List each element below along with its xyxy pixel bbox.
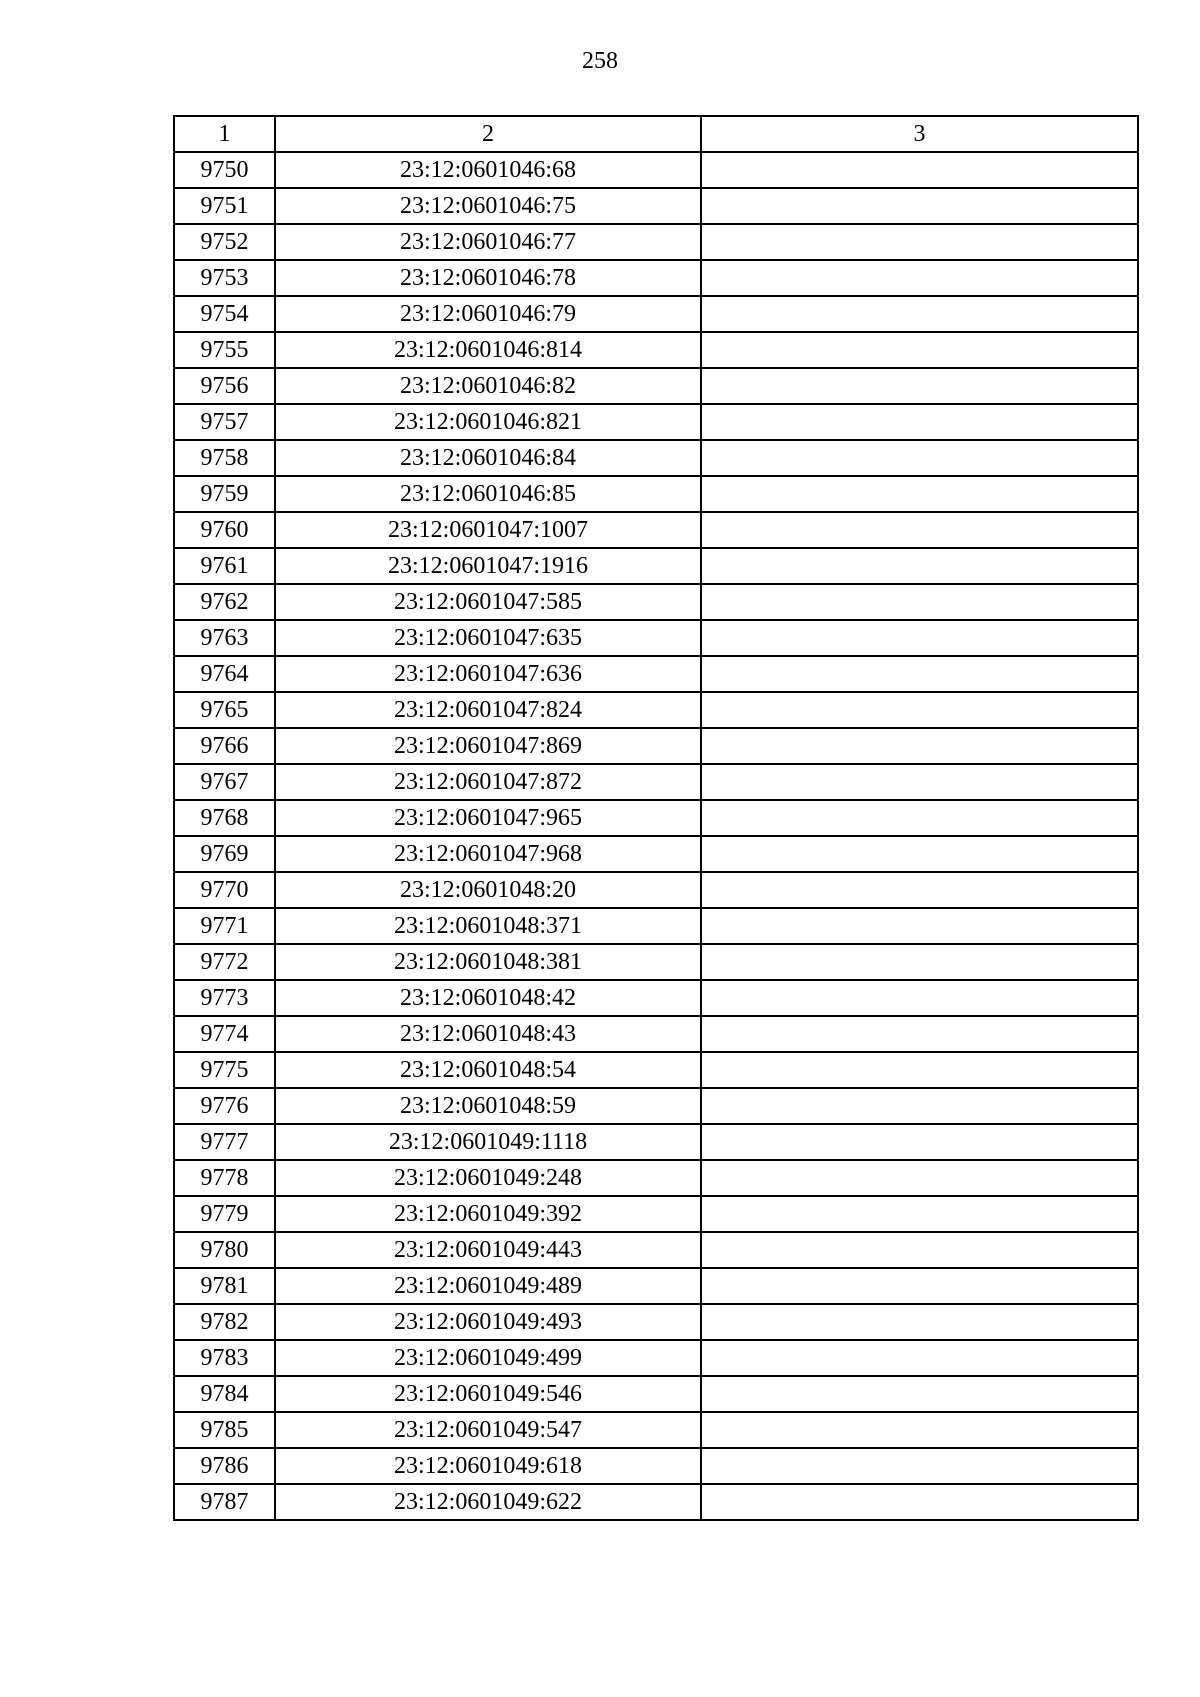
row-number-cell: 9764 <box>174 656 275 692</box>
note-cell <box>701 1376 1138 1412</box>
note-cell <box>701 1268 1138 1304</box>
column-header-2: 2 <box>275 116 701 152</box>
note-cell <box>701 584 1138 620</box>
row-number-cell: 9759 <box>174 476 275 512</box>
row-number-cell: 9787 <box>174 1484 275 1520</box>
row-number-cell: 9779 <box>174 1196 275 1232</box>
table-row <box>174 800 1138 836</box>
note-cell <box>701 1016 1138 1052</box>
row-number-cell: 9757 <box>174 404 275 440</box>
note-cell <box>701 980 1138 1016</box>
row-number-cell: 9771 <box>174 908 275 944</box>
cadastral-number-cell: 23:12:0601048:20 <box>275 872 701 908</box>
table-row <box>174 1484 1138 1520</box>
cadastral-number-cell: 23:12:0601047:869 <box>275 728 701 764</box>
table-row <box>174 656 1138 692</box>
note-cell <box>701 1448 1138 1484</box>
row-number-cell: 9763 <box>174 620 275 656</box>
cadastral-number-cell: 23:12:0601047:1916 <box>275 548 701 584</box>
table-row <box>174 368 1138 404</box>
cadastral-number-cell: 23:12:0601046:75 <box>275 188 701 224</box>
cadastral-number-cell: 23:12:0601049:1118 <box>275 1124 701 1160</box>
note-cell <box>701 296 1138 332</box>
row-number-cell: 9773 <box>174 980 275 1016</box>
cadastral-number-cell: 23:12:0601046:68 <box>275 152 701 188</box>
note-cell <box>701 800 1138 836</box>
cadastral-number-cell: 23:12:0601047:585 <box>275 584 701 620</box>
cadastral-number-cell: 23:12:0601047:968 <box>275 836 701 872</box>
row-number-cell: 9774 <box>174 1016 275 1052</box>
note-cell <box>701 764 1138 800</box>
note-cell <box>701 188 1138 224</box>
row-number-cell: 9768 <box>174 800 275 836</box>
table-row <box>174 764 1138 800</box>
cadastral-number-cell: 23:12:0601049:493 <box>275 1304 701 1340</box>
cadastral-number-cell: 23:12:0601048:371 <box>275 908 701 944</box>
row-number-cell: 9756 <box>174 368 275 404</box>
header-row <box>174 116 1138 152</box>
cadastral-number-cell: 23:12:0601049:443 <box>275 1232 701 1268</box>
row-number-cell: 9766 <box>174 728 275 764</box>
note-cell <box>701 872 1138 908</box>
cadastral-number-cell: 23:12:0601049:547 <box>275 1412 701 1448</box>
table-row <box>174 1304 1138 1340</box>
row-number-cell: 9761 <box>174 548 275 584</box>
row-number-cell: 9783 <box>174 1340 275 1376</box>
table-row <box>174 1448 1138 1484</box>
note-cell <box>701 404 1138 440</box>
cadastral-number-table <box>173 115 1139 1521</box>
cadastral-number-cell: 23:12:0601049:618 <box>275 1448 701 1484</box>
cadastral-number-cell: 23:12:0601047:872 <box>275 764 701 800</box>
cadastral-number-cell: 23:12:0601046:82 <box>275 368 701 404</box>
cadastral-number-cell: 23:12:0601048:42 <box>275 980 701 1016</box>
table-row <box>174 296 1138 332</box>
table-row <box>174 152 1138 188</box>
table-row <box>174 1196 1138 1232</box>
table-row <box>174 548 1138 584</box>
column-header-1: 1 <box>174 116 275 152</box>
cadastral-number-cell: 23:12:0601049:546 <box>275 1376 701 1412</box>
table-row <box>174 944 1138 980</box>
cadastral-number-cell: 23:12:0601047:636 <box>275 656 701 692</box>
cadastral-number-cell: 23:12:0601048:59 <box>275 1088 701 1124</box>
table-row <box>174 260 1138 296</box>
note-cell <box>701 1052 1138 1088</box>
table-row <box>174 476 1138 512</box>
table-row <box>174 1232 1138 1268</box>
table-row <box>174 1376 1138 1412</box>
row-number-cell: 9784 <box>174 1376 275 1412</box>
row-number-cell: 9767 <box>174 764 275 800</box>
note-cell <box>701 1304 1138 1340</box>
note-cell <box>701 836 1138 872</box>
note-cell <box>701 944 1138 980</box>
column-header-3: 3 <box>701 116 1138 152</box>
cadastral-number-cell: 23:12:0601048:381 <box>275 944 701 980</box>
note-cell <box>701 1484 1138 1520</box>
cadastral-number-cell: 23:12:0601047:965 <box>275 800 701 836</box>
table-row <box>174 836 1138 872</box>
table-header <box>174 116 1138 152</box>
cadastral-number-cell: 23:12:0601048:54 <box>275 1052 701 1088</box>
note-cell <box>701 620 1138 656</box>
cadastral-number-cell: 23:12:0601047:635 <box>275 620 701 656</box>
row-number-cell: 9760 <box>174 512 275 548</box>
note-cell <box>701 656 1138 692</box>
note-cell <box>701 1196 1138 1232</box>
table-row <box>174 1268 1138 1304</box>
cadastral-number-cell: 23:12:0601046:77 <box>275 224 701 260</box>
row-number-cell: 9780 <box>174 1232 275 1268</box>
note-cell <box>701 224 1138 260</box>
row-number-cell: 9754 <box>174 296 275 332</box>
table-row <box>174 188 1138 224</box>
table-row <box>174 512 1138 548</box>
cadastral-number-cell: 23:12:0601046:78 <box>275 260 701 296</box>
table-row <box>174 332 1138 368</box>
row-number-cell: 9770 <box>174 872 275 908</box>
cadastral-number-cell: 23:12:0601047:824 <box>275 692 701 728</box>
cadastral-number-cell: 23:12:0601046:79 <box>275 296 701 332</box>
row-number-cell: 9786 <box>174 1448 275 1484</box>
note-cell <box>701 1340 1138 1376</box>
table-row <box>174 584 1138 620</box>
row-number-cell: 9752 <box>174 224 275 260</box>
table-row <box>174 620 1138 656</box>
row-number-cell: 9751 <box>174 188 275 224</box>
row-number-cell: 9785 <box>174 1412 275 1448</box>
note-cell <box>701 1232 1138 1268</box>
page-number: 258 <box>582 48 618 74</box>
table-row <box>174 692 1138 728</box>
table-row <box>174 872 1138 908</box>
cadastral-number-cell: 23:12:0601048:43 <box>275 1016 701 1052</box>
table-row <box>174 1052 1138 1088</box>
cadastral-number-cell: 23:12:0601047:1007 <box>275 512 701 548</box>
table-row <box>174 1340 1138 1376</box>
note-cell <box>701 728 1138 764</box>
row-number-cell: 9750 <box>174 152 275 188</box>
table-row <box>174 1088 1138 1124</box>
row-number-cell: 9762 <box>174 584 275 620</box>
table-row <box>174 908 1138 944</box>
table-row <box>174 728 1138 764</box>
row-number-cell: 9776 <box>174 1088 275 1124</box>
table-row <box>174 1016 1138 1052</box>
note-cell <box>701 152 1138 188</box>
cadastral-number-cell: 23:12:0601049:622 <box>275 1484 701 1520</box>
note-cell <box>701 440 1138 476</box>
cadastral-number-cell: 23:12:0601049:499 <box>275 1340 701 1376</box>
cadastral-number-cell: 23:12:0601046:84 <box>275 440 701 476</box>
table-row <box>174 440 1138 476</box>
table-row <box>174 1412 1138 1448</box>
table-row <box>174 224 1138 260</box>
row-number-cell: 9765 <box>174 692 275 728</box>
row-number-cell: 9753 <box>174 260 275 296</box>
cadastral-number-cell: 23:12:0601049:248 <box>275 1160 701 1196</box>
note-cell <box>701 368 1138 404</box>
cadastral-number-cell: 23:12:0601046:85 <box>275 476 701 512</box>
note-cell <box>701 1088 1138 1124</box>
note-cell <box>701 476 1138 512</box>
row-number-cell: 9772 <box>174 944 275 980</box>
row-number-cell: 9755 <box>174 332 275 368</box>
row-number-cell: 9782 <box>174 1304 275 1340</box>
table-body <box>174 152 1138 1520</box>
cadastral-number-cell: 23:12:0601049:392 <box>275 1196 701 1232</box>
row-number-cell: 9769 <box>174 836 275 872</box>
cadastral-number-cell: 23:12:0601046:814 <box>275 332 701 368</box>
note-cell <box>701 548 1138 584</box>
row-number-cell: 9778 <box>174 1160 275 1196</box>
note-cell <box>701 260 1138 296</box>
note-cell <box>701 512 1138 548</box>
table-row <box>174 1124 1138 1160</box>
note-cell <box>701 692 1138 728</box>
cadastral-number-cell: 23:12:0601049:489 <box>275 1268 701 1304</box>
note-cell <box>701 908 1138 944</box>
note-cell <box>701 332 1138 368</box>
note-cell <box>701 1412 1138 1448</box>
note-cell <box>701 1160 1138 1196</box>
cadastral-number-cell: 23:12:0601046:821 <box>275 404 701 440</box>
row-number-cell: 9777 <box>174 1124 275 1160</box>
row-number-cell: 9781 <box>174 1268 275 1304</box>
row-number-cell: 9758 <box>174 440 275 476</box>
row-number-cell: 9775 <box>174 1052 275 1088</box>
table-row <box>174 1160 1138 1196</box>
note-cell <box>701 1124 1138 1160</box>
table-row <box>174 404 1138 440</box>
table-row <box>174 980 1138 1016</box>
